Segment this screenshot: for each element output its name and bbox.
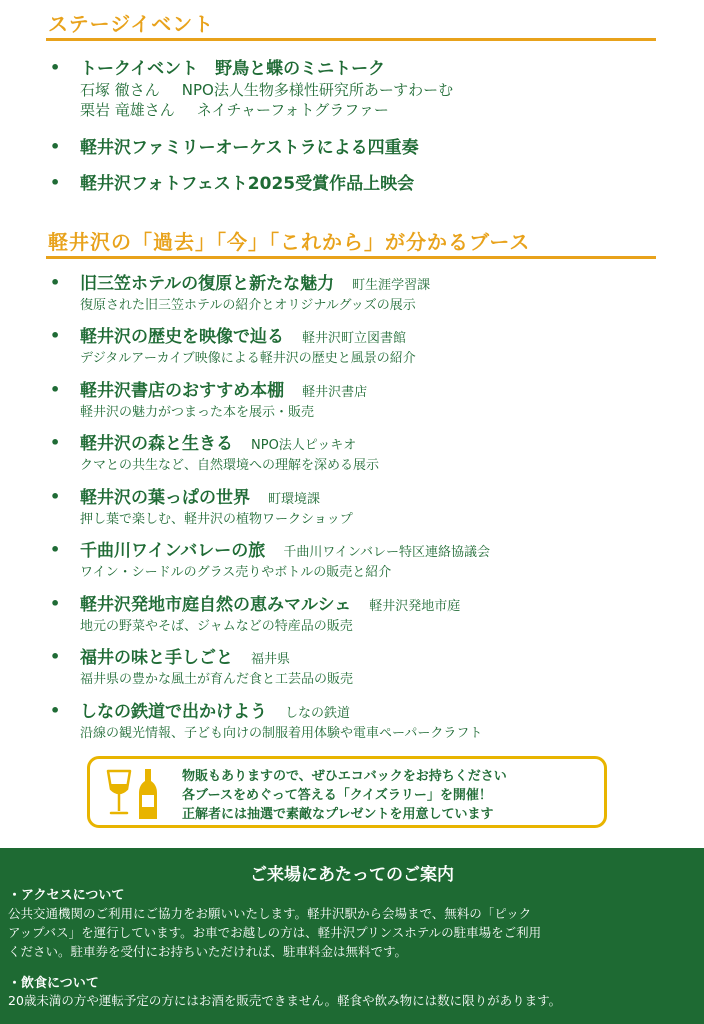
- booth-description: 復原された旧三笠ホテルの紹介とオリジナルグッズの展示: [80, 298, 416, 313]
- speaker-name: 石塚 徹さん: [80, 81, 160, 99]
- stage-item: [50, 58, 684, 120]
- booth-description: 福井県の豊かな風土が育んだ食と工芸品の販売: [80, 672, 354, 687]
- section-divider: [46, 38, 656, 41]
- stage-item: [50, 173, 684, 195]
- booth-item: [50, 273, 684, 315]
- stage-item-title: 軽井沢ファミリーオーケストラによる四重奏: [80, 138, 419, 158]
- booth-description: デジタルアーカイブ映像による軽井沢の歴史と風景の紹介: [80, 351, 416, 366]
- access-text: [8, 904, 692, 961]
- booth-title: 福井の味と手しごと: [80, 648, 233, 668]
- booth-item: [50, 594, 684, 636]
- booth-description: クマとの共生など、自然環境への理解を深める展示: [80, 458, 380, 473]
- booth-item: [50, 380, 684, 422]
- bullet: •: [50, 433, 61, 452]
- booth-title: 軽井沢の葉っぱの世界: [80, 488, 250, 508]
- bullet: •: [50, 540, 61, 559]
- booth-title: 軽井沢書店のおすすめ本棚: [80, 381, 285, 401]
- speaker-name: 栗岩 竜雄さん: [80, 101, 175, 119]
- booth-title: 軽井沢の森と生きる: [80, 434, 233, 454]
- food-text: 20歳未満の方や運転予定の方にはお酒を販売できません。軽食や飲み物には数に限りがあります。: [8, 993, 562, 1008]
- footer-title: ご来場にあたってのご案内: [250, 865, 454, 885]
- stage-item-title: トークイベント 野鳥と蝶のミニトーク: [80, 59, 386, 79]
- booth-item: [50, 487, 684, 529]
- bullet: •: [50, 137, 61, 156]
- booth-description: 沿線の観光情報、子ども向けの制服着用体験や電車ペーパークラフト: [80, 726, 483, 741]
- bullet: •: [50, 273, 61, 292]
- visitor-info-panel: [0, 848, 704, 1024]
- notice-line: 正解者には抽選で素敵なプレゼントを用意しています: [182, 807, 494, 822]
- speaker-affiliation: ネイチャーフォトグラファー: [196, 101, 389, 119]
- access-line: アップバス」を運行しています。お車でお越しの方は、軽井沢プリンスホテルの駐車場をご利用: [8, 925, 542, 940]
- booth-item: [50, 540, 684, 582]
- booth-organizer: 軽井沢書店: [302, 385, 368, 400]
- notice-box: [87, 756, 607, 828]
- booth-organizer: しなの鉄道: [285, 706, 351, 721]
- booth-title: しなの鉄道で出かけよう: [80, 702, 267, 722]
- speaker-line: [80, 80, 684, 100]
- notice-line: 各ブースをめぐって答える「クイズラリー」を開催！: [182, 788, 492, 803]
- booth-description: 押し葉で楽しむ、軽井沢の植物ワークショップ: [80, 512, 353, 527]
- access-line: ください。駐車券を受付にお持ちいただければ、駐車料金は無料です。: [8, 944, 408, 959]
- booth-organizer: 軽井沢町立図書館: [302, 331, 407, 346]
- bullet: •: [50, 487, 61, 506]
- booth-description: 軽井沢の魅力がつまった本を展示・販売: [80, 405, 315, 420]
- booth-title: 軽井沢の歴史を映像で辿る: [80, 327, 284, 347]
- booth-organizer: 千曲川ワインバレー特区連絡協議会: [283, 545, 491, 560]
- bullet: •: [50, 326, 61, 345]
- bullet: •: [50, 58, 61, 77]
- speaker-affiliation: NPO法人生物多様性研究所あーすわーむ: [181, 81, 454, 99]
- stage-item: [50, 137, 684, 159]
- booth-description: 地元の野菜やそば、ジャムなどの特産品の販売: [80, 619, 353, 634]
- access-line: 公共交通機関のご利用にご協力をお願いいたします。軽井沢駅から会場まで、無料の「ピック: [8, 906, 532, 921]
- booth-title: 千曲川ワインバレーの旅: [80, 541, 266, 561]
- bullet: •: [50, 647, 61, 666]
- booth-organizer: 町生涯学習課: [352, 278, 431, 293]
- bullet: •: [50, 173, 61, 192]
- access-heading: ・アクセスについて: [8, 888, 125, 903]
- booth-item: [50, 701, 684, 743]
- section-title-booths: 軽井沢の「過去」「今」「これから」が分かるブース: [48, 230, 531, 254]
- wine-glass-and-bottle-icon: [100, 765, 162, 823]
- booth-organizer: 軽井沢発地市庭: [369, 599, 461, 614]
- booth-description: ワイン・シードルのグラス売りやボトルの販売と紹介: [80, 565, 392, 580]
- speaker-line: [80, 100, 684, 120]
- bullet: •: [50, 380, 61, 399]
- notice-line: 物販もありますので、ぜひエコバックをお持ちください: [182, 769, 507, 784]
- booth-item: [50, 326, 684, 368]
- stage-item-title: 軽井沢フォトフェスト2025受賞作品上映会: [80, 174, 415, 194]
- booth-title: 旧三笠ホテルの復原と新たな魅力: [80, 274, 335, 294]
- food-heading: ・飲食について: [8, 976, 99, 991]
- section-divider: [46, 256, 656, 259]
- booth-title: 軽井沢発地市庭自然の恵みマルシェ: [80, 595, 352, 615]
- booth-organizer: 福井県: [251, 652, 291, 667]
- booth-organizer: NPO法人ピッキオ: [251, 438, 357, 453]
- booth-item: [50, 647, 684, 689]
- section-title-stage: ステージイベント: [48, 12, 215, 36]
- bullet: •: [50, 701, 61, 720]
- booth-item: [50, 433, 684, 475]
- bullet: •: [50, 594, 61, 613]
- booth-organizer: 町環境課: [268, 492, 321, 507]
